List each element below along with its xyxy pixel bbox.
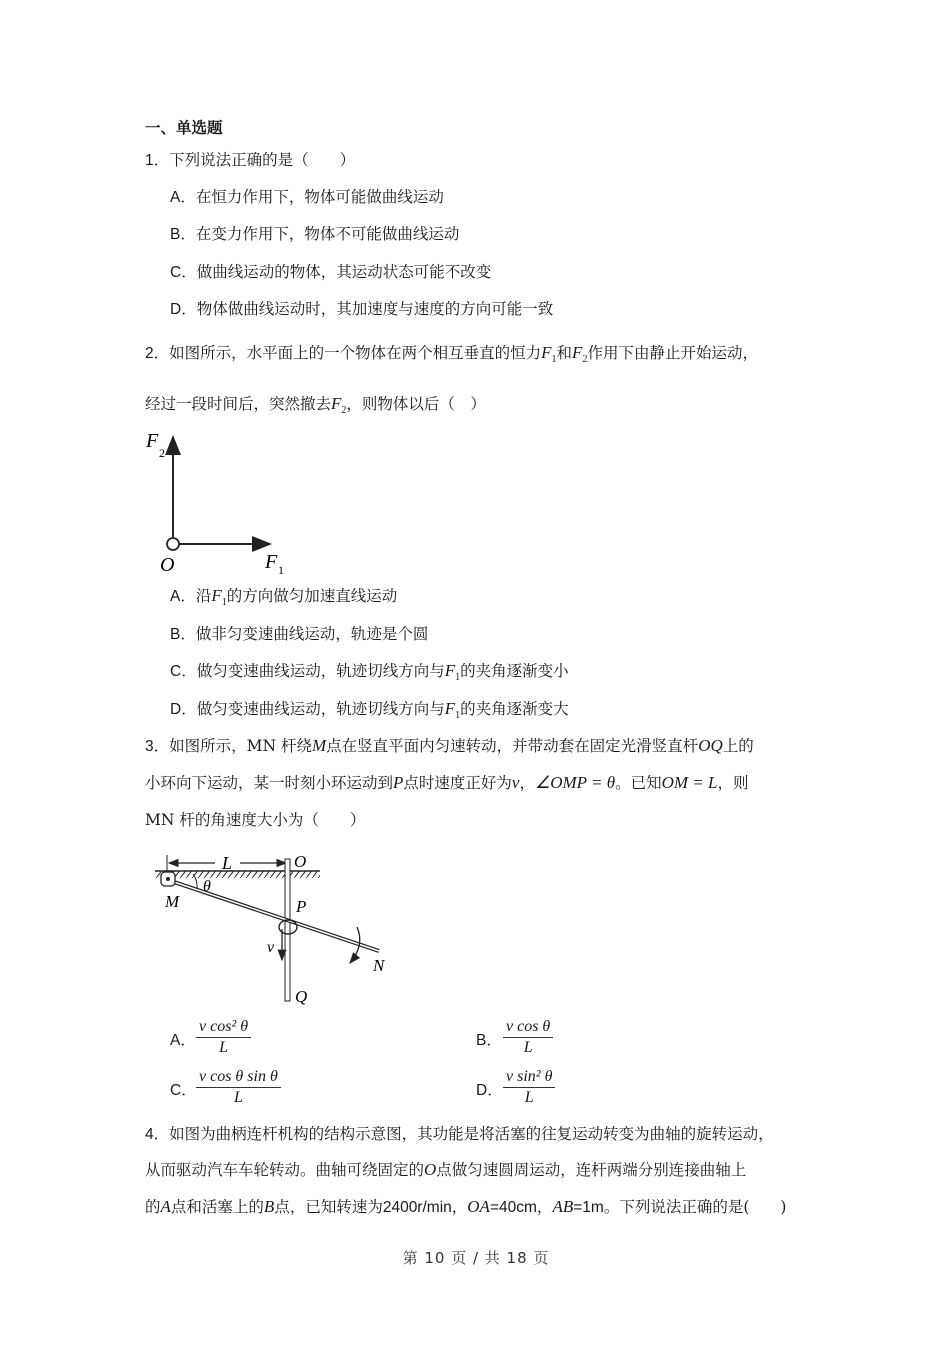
svg-text:N: N <box>373 956 385 975</box>
question-2-option-b: B．做非匀变速曲线运动，轨迹是个圆 <box>170 625 429 643</box>
question-3-option-c-label: C． <box>170 1082 197 1099</box>
question-1-option-a: A．在恒力作用下，物体可能做曲线运动 <box>170 188 444 206</box>
page-number-footer: 第 10 页 / 共 18 页 <box>402 1249 550 1267</box>
svg-text:v: v <box>267 939 275 956</box>
origin-point <box>167 538 179 550</box>
svg-text:O: O <box>294 852 307 871</box>
f2-label: F <box>146 430 159 452</box>
question-2-option-d: D．做匀变速曲线运动，轨迹切线方向与$F_1$的夹角逐渐变大 <box>170 699 569 721</box>
rod-diagram <box>145 845 395 1010</box>
question-4-stem-line-2: 从而驱动汽车车轮转动。曲轴可绕固定的O点做匀速圆周运动，连杆两端分别连接曲轴上 <box>145 1160 747 1179</box>
svg-text:M: M <box>165 892 180 911</box>
question-3-option-d-formula: $\frac{\text{v sin² θ}}{L}$ <box>503 1068 555 1107</box>
question-2-stem-line-1: 2．如图所示，水平面上的一个物体在两个相互垂直的恒力$F_1$和$F_2$作用下由静止开始运动， <box>145 343 758 365</box>
question-4-stem-line-1: 4．如图为曲柄连杆机构的结构示意图，其功能是将活塞的往复运动转变为曲轴的旋转运动， <box>145 1125 774 1143</box>
svg-text:P: P <box>296 897 307 916</box>
question-3-option-b-formula: $\frac{\text{v cos θ}}{L}$ <box>503 1018 553 1057</box>
question-3-stem-line-3: MN 杆的角速度大小为（ ） <box>145 811 366 829</box>
question-1-option-d: D．物体做曲线运动时，其加速度与速度的方向可能一致 <box>170 300 554 318</box>
question-3-stem-line-1: 3．如图所示，MN 杆绕M点在竖直平面内匀速转动，并带动套在固定光滑竖直杆OQ上的 <box>145 736 754 755</box>
question-3-option-a-label: A． <box>170 1032 196 1049</box>
question-3-stem-line-2: 小环向下运动，某一时刻小环运动到P点时速度正好为v，∠OMP = θ。已知OM = L，则 <box>145 773 749 792</box>
question-1-option-c: C．做曲线运动的物体，其运动状态可能不改变 <box>170 263 492 281</box>
f1-label: F <box>265 551 278 573</box>
svg-text:θ: θ <box>203 878 211 895</box>
question-4-stem-line-3: 的A点和活塞上的B点，已知转速为2400r/min，OA=40cm，AB=1m。下列说法正确的是( ) <box>145 1197 787 1216</box>
force-diagram <box>140 425 300 580</box>
question-2-stem-line-2: 经过一段时间后，突然撤去$F_2$，则物体以后（ ） <box>145 394 486 416</box>
question-1-stem: 1．下列说法正确的是（ ） <box>145 151 356 169</box>
question-2-option-c: C．做匀变速曲线运动，轨迹切线方向与$F_1$的夹角逐渐变小 <box>170 661 569 683</box>
question-3-option-b-label: B． <box>476 1032 502 1049</box>
question-3-option-c-formula: $\frac{\text{v cos θ sin θ}}{L}$ <box>196 1068 281 1107</box>
origin-label: O <box>160 554 175 576</box>
section-title: 一、单选题 <box>145 118 223 137</box>
question-3-option-d-label: D． <box>476 1082 503 1099</box>
svg-text:2: 2 <box>159 446 165 460</box>
question-1-option-b: B．在变力作用下，物体不可能做曲线运动 <box>170 225 460 243</box>
svg-text:1: 1 <box>278 563 284 577</box>
svg-text:Q: Q <box>295 987 308 1006</box>
svg-text:L: L <box>222 853 233 873</box>
question-3-option-a-formula: $\frac{\text{v cos² θ}}{L}$ <box>196 1018 251 1057</box>
question-2-option-a: A．沿$F_1$的方向做匀加速直线运动 <box>170 586 398 608</box>
